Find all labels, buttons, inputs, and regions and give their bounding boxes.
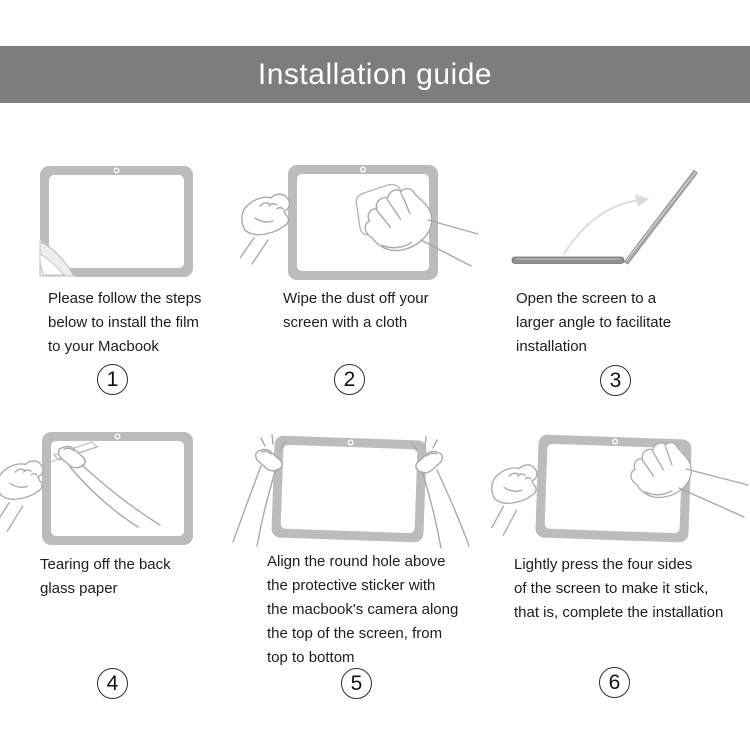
caption-line: top to bottom xyxy=(267,649,355,666)
step-2-number-badge: 2 xyxy=(334,364,365,395)
caption-line: screen with a cloth xyxy=(283,314,408,331)
page-title: Installation guide xyxy=(257,57,493,91)
left-hand-icon xyxy=(492,465,537,535)
caption-line: Please follow the steps xyxy=(48,290,202,307)
step-6-caption xyxy=(514,553,723,625)
laptop-base xyxy=(512,257,624,264)
illustration-step-1-film-peeled-corner xyxy=(36,162,201,287)
header-bar xyxy=(0,46,750,103)
step-6-number-badge: 6 xyxy=(599,667,630,698)
caption-line: the macbook's camera along xyxy=(267,601,459,618)
step-5-number-badge: 5 xyxy=(341,668,372,699)
left-hand-icon xyxy=(240,194,289,264)
step-4-caption xyxy=(40,553,171,601)
caption-line: glass paper xyxy=(40,580,118,597)
caption-line: installation xyxy=(516,338,587,355)
caption-line: the top of the screen, from xyxy=(267,625,443,642)
step-1-number-badge: 1 xyxy=(97,364,128,395)
caption-line: larger angle to facilitate xyxy=(516,314,672,331)
caption-line: below to install the film xyxy=(48,314,199,331)
illustration-step-4-tear-back-paper xyxy=(0,425,215,565)
left-hand-icon xyxy=(0,461,43,531)
caption-line: the protective sticker with xyxy=(267,577,436,594)
step-3-caption xyxy=(516,287,671,359)
open-direction-arrow-icon xyxy=(564,200,640,254)
illustration-step-6-press-edges xyxy=(490,425,750,565)
caption-line: Align the round hole above xyxy=(267,553,446,570)
step-4-number-badge: 4 xyxy=(97,668,128,699)
caption-line: Lightly press the four sides xyxy=(514,556,693,573)
step-1-caption xyxy=(48,287,201,359)
caption-line: Tearing off the back xyxy=(40,556,171,573)
step-3-number-badge: 3 xyxy=(600,365,631,396)
step-2-caption xyxy=(283,287,429,335)
arrowhead-icon xyxy=(635,194,649,207)
step-5-caption xyxy=(267,550,458,670)
caption-line: that is, complete the installation xyxy=(514,604,724,621)
screen-film-frame xyxy=(271,435,426,542)
illustration-step-5-align-film xyxy=(225,428,485,558)
caption-line: to your Macbook xyxy=(48,338,159,355)
illustration-step-2-wipe-screen xyxy=(240,158,485,298)
caption-line: Open the screen to a xyxy=(516,290,657,307)
caption-line: of the screen to make it stick, xyxy=(514,580,709,597)
caption-line: Wipe the dust off your xyxy=(283,290,429,307)
illustration-step-3-open-laptop xyxy=(498,160,713,285)
